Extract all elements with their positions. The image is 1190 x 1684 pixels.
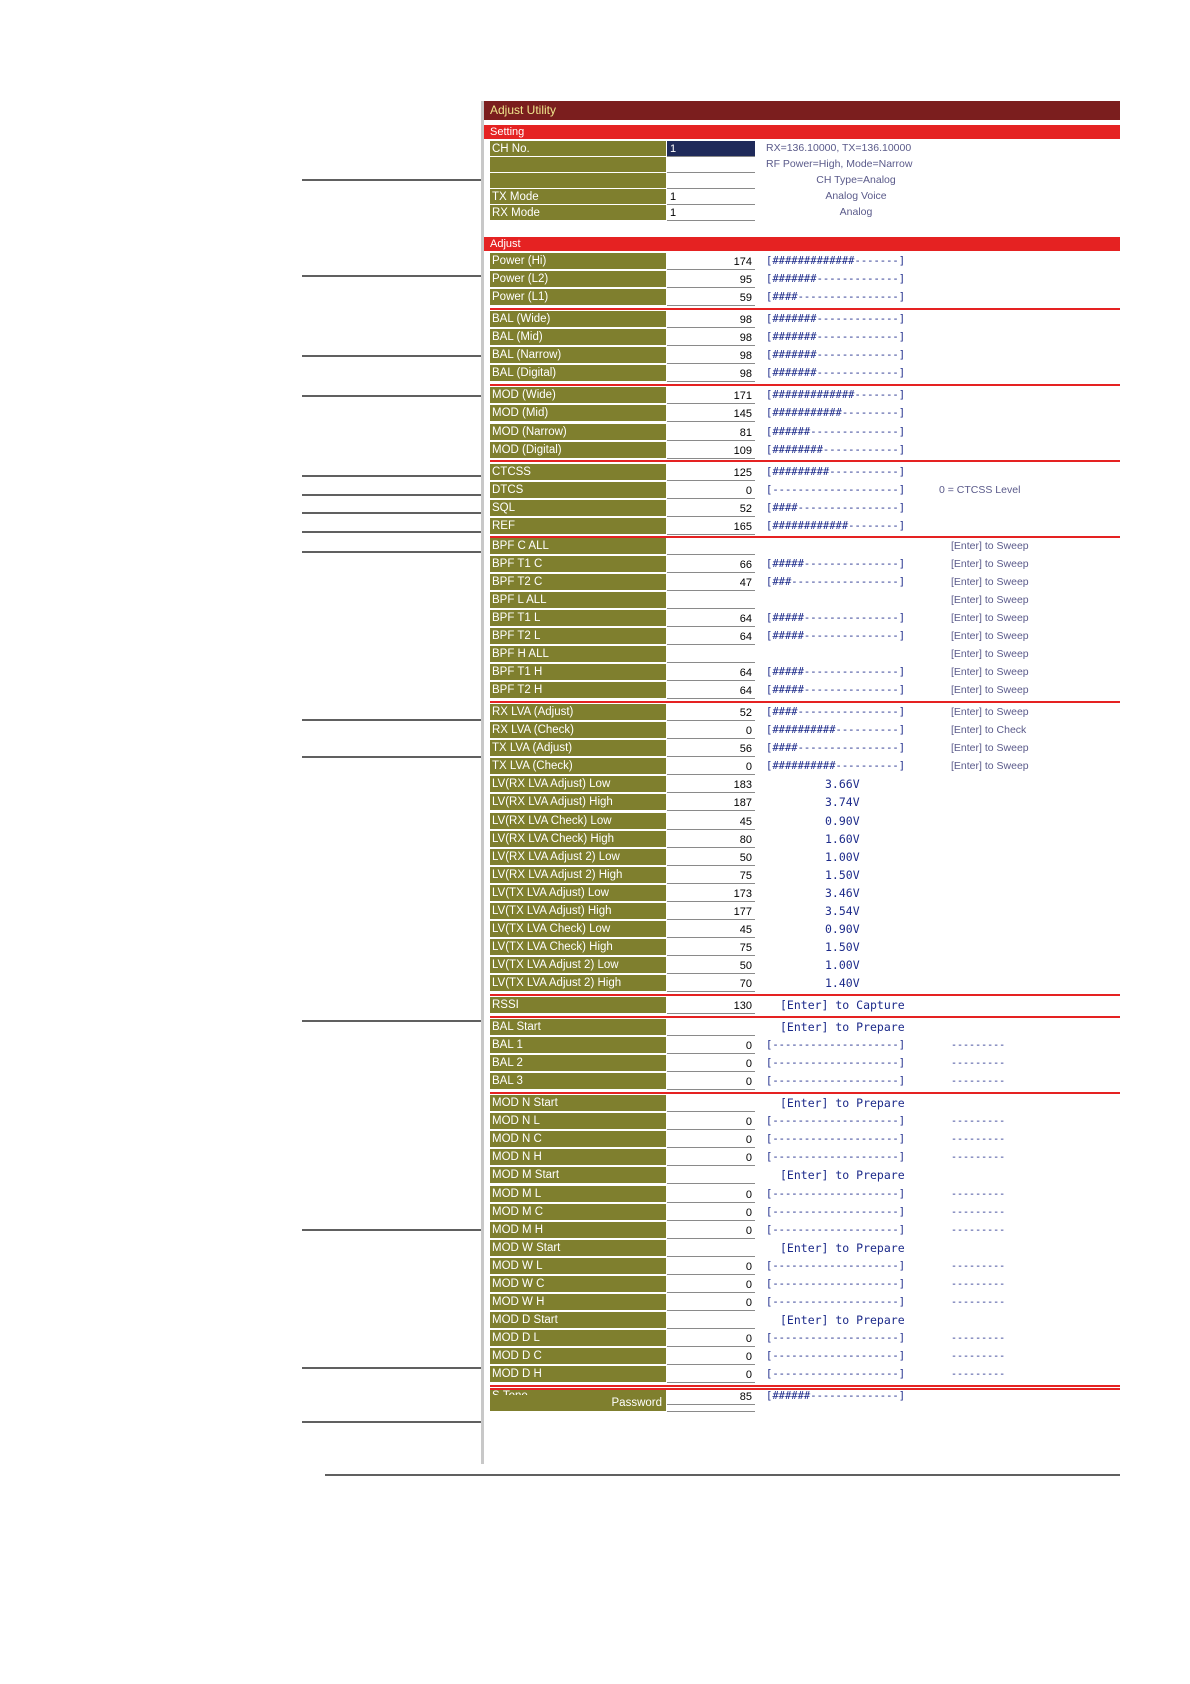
level-bar: [#####---------------] [766, 666, 906, 679]
adjust-value-field[interactable]: 85 [667, 1388, 755, 1405]
adjust-label: MOD (Narrow) [490, 424, 666, 441]
adjust-value-field[interactable]: 0 [667, 1330, 755, 1347]
adjust-label: MOD (Mid) [490, 405, 666, 422]
adjust-value-field[interactable]: 45 [667, 813, 755, 830]
adjust-value-field[interactable]: 98 [667, 311, 755, 328]
adjust-utility-window [481, 101, 1120, 1464]
setting-label: CH No. [490, 141, 666, 157]
result-placeholder: --------- [951, 1278, 1006, 1290]
voltage-readout: 0.90V [825, 813, 860, 828]
adjust-value-field[interactable]: 95 [667, 271, 755, 288]
enter-hint: [Enter] to Sweep [951, 612, 1029, 624]
level-bar: [#######-------------] [766, 313, 906, 326]
section-header-adjust: Adjust [484, 237, 1120, 251]
group-separator [490, 308, 1120, 310]
adjust-value-field[interactable]: 0 [667, 1294, 755, 1311]
adjust-label: BPF T2 H [490, 682, 666, 699]
level-bar: [#######-------------] [766, 349, 906, 362]
level-bar: [#######-------------] [766, 273, 906, 286]
adjust-value-field[interactable]: 64 [667, 664, 755, 681]
section-header-setting: Setting [484, 125, 1120, 139]
adjust-label: LV(RX LVA Adjust) Low [490, 776, 666, 793]
level-bar: [#############-------] [766, 255, 906, 267]
adjust-value-field[interactable]: 177 [667, 903, 755, 920]
setting-info-text: RF Power=High, Mode=Narrow [766, 158, 913, 170]
adjust-label: MOD W H [490, 1294, 666, 1311]
setting-value-field[interactable] [667, 173, 755, 189]
level-bar: [--------------------] [766, 1151, 906, 1164]
adjust-value-field[interactable]: 0 [667, 1149, 755, 1166]
adjust-label: MOD M H [490, 1222, 666, 1239]
adjust-value-field[interactable]: 125 [667, 464, 755, 481]
enter-hint: [Enter] to Sweep [951, 575, 1029, 588]
voltage-readout: 3.54V [825, 903, 860, 918]
adjust-value-field[interactable]: 64 [667, 682, 755, 699]
setting-label: TX Mode [490, 189, 666, 205]
adjust-label: RX LVA (Adjust) [490, 704, 666, 721]
adjust-value-field[interactable]: 130 [667, 997, 755, 1014]
setting-info-text: RX=136.10000, TX=136.10000 [766, 142, 912, 154]
adjust-value-field[interactable] [667, 1167, 755, 1184]
adjust-value-field[interactable] [667, 1095, 755, 1112]
level-bar: [--------------------] [766, 1277, 906, 1290]
adjust-label: LV(RX LVA Adjust 2) High [490, 867, 666, 884]
adjust-label: BPF T2 L [490, 628, 666, 645]
level-bar: [--------------------] [766, 1295, 906, 1308]
setting-label [490, 173, 666, 189]
adjust-value-field[interactable]: 75 [667, 867, 755, 884]
password-separator [490, 1388, 1120, 1390]
group-separator [490, 384, 1120, 386]
level-bar: [############--------] [766, 519, 906, 532]
password-input[interactable] [667, 1395, 755, 1412]
adjust-label: BPF H ALL [490, 646, 666, 663]
voltage-readout: 1.00V [825, 957, 860, 972]
enter-hint: [Enter] to Prepare [780, 1096, 905, 1111]
adjust-label: LV(TX LVA Adjust 2) Low [490, 957, 666, 974]
group-separator [490, 994, 1120, 996]
adjust-value-field[interactable]: 66 [667, 556, 755, 573]
adjust-value-field[interactable]: 64 [667, 610, 755, 627]
adjust-value-field[interactable]: 59 [667, 289, 755, 306]
window-title: Adjust Utility [484, 101, 1120, 120]
group-separator [490, 1092, 1120, 1094]
result-placeholder: --------- [951, 1116, 1006, 1128]
adjust-label: MOD (Digital) [490, 442, 666, 459]
adjust-value-field[interactable]: 0 [667, 1258, 755, 1275]
level-bar: [#####---------------] [766, 684, 906, 697]
adjust-value-field[interactable] [667, 1019, 755, 1036]
voltage-readout: 3.66V [825, 777, 860, 792]
level-bar: [--------------------] [766, 1368, 906, 1380]
voltage-readout: 1.60V [825, 831, 860, 846]
adjust-label: Power (L2) [490, 271, 666, 288]
level-bar: [##########----------] [766, 760, 906, 773]
enter-hint: [Enter] to Sweep [951, 557, 1029, 570]
adjust-value-field[interactable]: 145 [667, 405, 755, 422]
adjust-label: MOD M Start [490, 1167, 666, 1184]
adjust-label: RSSI [490, 997, 666, 1014]
enter-hint: [Enter] to Sweep [951, 630, 1029, 642]
enter-hint: [Enter] to Sweep [951, 539, 1029, 552]
result-placeholder: --------- [951, 1206, 1006, 1218]
adjust-label: MOD D L [490, 1330, 666, 1347]
adjust-value-field[interactable]: 0 [667, 1073, 755, 1090]
adjust-label: LV(TX LVA Adjust) High [490, 903, 666, 920]
setting-value-field[interactable] [667, 157, 755, 173]
adjust-value-field[interactable]: 173 [667, 885, 755, 902]
adjust-label: TX LVA (Check) [490, 758, 666, 775]
adjust-label: Power (L1) [490, 289, 666, 306]
result-placeholder: --------- [951, 1296, 1006, 1308]
setting-info-text: Analog Voice [825, 190, 887, 202]
adjust-value-field[interactable]: 0 [667, 1186, 755, 1203]
adjust-value-field[interactable]: 187 [667, 794, 755, 811]
level-bar: [--------------------] [766, 1057, 906, 1070]
setting-info-text: CH Type=Analog [816, 174, 896, 186]
adjust-label: CTCSS [490, 464, 666, 481]
adjust-value-field[interactable]: 0 [667, 1366, 755, 1383]
adjust-label: MOD M L [490, 1186, 666, 1203]
result-placeholder: --------- [951, 1040, 1006, 1052]
level-bar: [--------------------] [766, 1223, 906, 1236]
adjust-label: REF [490, 518, 666, 535]
result-placeholder: --------- [951, 1260, 1006, 1272]
level-bar: [###-----------------] [766, 575, 906, 588]
level-bar: [#####---------------] [766, 557, 906, 570]
setting-value-field[interactable]: 1 [667, 141, 755, 157]
setting-label [490, 157, 666, 173]
adjust-value-field[interactable]: 70 [667, 975, 755, 992]
level-bar: [########------------] [766, 443, 906, 456]
adjust-value-field[interactable] [667, 1312, 755, 1329]
level-bar: [#############-------] [766, 389, 906, 402]
adjust-value-field[interactable]: 0 [667, 1222, 755, 1239]
adjust-label: LV(TX LVA Adjust 2) High [490, 975, 666, 992]
adjust-value-field[interactable]: 0 [667, 1276, 755, 1293]
adjust-label: LV(RX LVA Check) Low [490, 813, 666, 830]
adjust-label: MOD D C [490, 1348, 666, 1365]
adjust-label: MOD D H [490, 1366, 666, 1383]
adjust-value-field[interactable]: 50 [667, 957, 755, 974]
adjust-label: BPF T1 C [490, 556, 666, 573]
voltage-readout: 0.90V [825, 921, 860, 936]
adjust-label: BPF L ALL [490, 592, 666, 609]
setting-label: RX Mode [490, 205, 666, 221]
adjust-label: MOD N H [490, 1149, 666, 1166]
setting-value-field[interactable]: 1 [667, 205, 755, 221]
voltage-readout: 3.74V [825, 795, 860, 810]
password-label: Password [490, 1395, 666, 1411]
enter-hint: [Enter] to Prepare [780, 1168, 905, 1183]
adjust-label: RX LVA (Check) [490, 722, 666, 739]
adjust-value-field[interactable]: 174 [667, 253, 755, 270]
group-separator [490, 701, 1120, 703]
level-bar: [###########---------] [766, 407, 906, 420]
level-bar: [--------------------] [766, 1331, 906, 1344]
adjust-label: MOD D Start [490, 1312, 666, 1329]
adjust-label: BAL (Mid) [490, 329, 666, 346]
enter-hint: [Enter] to Sweep [951, 666, 1029, 679]
result-placeholder: --------- [951, 1332, 1006, 1344]
adjust-value-field[interactable] [667, 592, 755, 609]
setting-info-text: Analog [839, 206, 873, 218]
group-separator [490, 1385, 1120, 1387]
adjust-label: LV(RX LVA Adjust) High [490, 794, 666, 811]
setting-value-field[interactable]: 1 [667, 189, 755, 205]
adjust-value-field[interactable]: 80 [667, 831, 755, 848]
level-bar: [--------------------] [766, 1133, 906, 1146]
adjust-label: MOD W C [490, 1276, 666, 1293]
adjust-value-field[interactable]: 0 [667, 482, 755, 499]
voltage-readout: 1.50V [825, 939, 860, 954]
level-bar: [--------------------] [766, 1349, 906, 1362]
adjust-label: MOD N L [490, 1113, 666, 1130]
adjust-label: MOD M C [490, 1204, 666, 1221]
enter-hint: [Enter] to Sweep [951, 648, 1029, 661]
level-bar: [####----------------] [766, 706, 906, 719]
enter-hint: [Enter] to Sweep [951, 706, 1029, 719]
adjust-value-field[interactable]: 98 [667, 347, 755, 364]
level-bar: [#########-----------] [766, 465, 906, 478]
adjust-label: MOD W L [490, 1258, 666, 1275]
adjust-label: LV(TX LVA Adjust) Low [490, 885, 666, 902]
adjust-value-field[interactable]: 0 [667, 1037, 755, 1054]
adjust-label: MOD W Start [490, 1240, 666, 1257]
level-bar: [--------------------] [766, 1259, 906, 1272]
adjust-value-field[interactable]: 56 [667, 740, 755, 757]
voltage-readout: 3.46V [825, 885, 860, 900]
adjust-value-field[interactable]: 98 [667, 329, 755, 346]
enter-hint: [Enter] to Prepare [780, 1312, 905, 1327]
adjust-value-field[interactable]: 109 [667, 442, 755, 459]
adjust-label: Power (Hi) [490, 253, 666, 270]
adjust-value-field[interactable]: 81 [667, 424, 755, 441]
level-bar: [--------------------] [766, 1187, 906, 1200]
adjust-value-field[interactable]: 183 [667, 776, 755, 793]
level-bar: [#######-------------] [766, 367, 906, 380]
level-bar: [--------------------] [766, 483, 906, 496]
adjust-value-field[interactable]: 98 [667, 365, 755, 382]
adjust-value-field[interactable]: 52 [667, 500, 755, 517]
adjust-label: BAL Start [490, 1019, 666, 1036]
adjust-label: BAL 3 [490, 1073, 666, 1090]
adjust-value-field[interactable] [667, 538, 755, 555]
result-placeholder: --------- [951, 1152, 1006, 1164]
adjust-label: LV(TX LVA Check) High [490, 939, 666, 956]
adjust-value-field[interactable]: 52 [667, 704, 755, 721]
adjust-value-field[interactable]: 165 [667, 518, 755, 535]
group-separator [490, 1016, 1120, 1018]
result-placeholder: --------- [951, 1076, 1006, 1088]
adjust-value-field[interactable]: 75 [667, 939, 755, 956]
adjust-label: SQL [490, 500, 666, 517]
adjust-value-field[interactable] [667, 1240, 755, 1257]
level-bar: [####----------------] [766, 742, 906, 755]
enter-hint: [Enter] to Capture [780, 998, 905, 1012]
level-bar: [--------------------] [766, 1115, 906, 1128]
result-placeholder: --------- [951, 1224, 1006, 1236]
group-separator [490, 460, 1120, 462]
adjust-label: MOD N C [490, 1131, 666, 1148]
result-placeholder: --------- [951, 1350, 1006, 1362]
enter-hint: 0 = CTCSS Level [939, 483, 1021, 496]
level-bar: [####----------------] [766, 291, 906, 304]
adjust-label: MOD (Wide) [490, 387, 666, 404]
enter-hint: [Enter] to Prepare [780, 1020, 905, 1034]
result-placeholder: --------- [951, 1188, 1006, 1200]
adjust-value-field[interactable]: 45 [667, 921, 755, 938]
adjust-label: BPF T2 C [490, 574, 666, 591]
adjust-value-field[interactable]: 0 [667, 1348, 755, 1365]
enter-hint: [Enter] to Sweep [951, 684, 1029, 697]
adjust-value-field[interactable] [667, 646, 755, 663]
adjust-label: LV(RX LVA Check) High [490, 831, 666, 848]
adjust-label: BAL (Digital) [490, 365, 666, 382]
enter-hint: [Enter] to Prepare [780, 1240, 905, 1255]
adjust-value-field[interactable]: 0 [667, 1204, 755, 1221]
adjust-value-field[interactable]: 0 [667, 758, 755, 775]
voltage-readout: 1.50V [825, 867, 860, 882]
level-bar: [#####---------------] [766, 630, 906, 642]
level-bar: [####----------------] [766, 501, 906, 514]
level-bar: [#######-------------] [766, 331, 906, 344]
level-bar: [#####---------------] [766, 612, 906, 624]
adjust-value-field[interactable]: 171 [667, 387, 755, 404]
adjust-value-field[interactable]: 0 [667, 1113, 755, 1130]
adjust-value-field[interactable]: 0 [667, 1131, 755, 1148]
adjust-label: MOD N Start [490, 1095, 666, 1112]
adjust-value-field[interactable]: 0 [667, 1055, 755, 1072]
enter-hint: [Enter] to Sweep [951, 593, 1029, 606]
level-bar: [######--------------] [766, 425, 906, 438]
adjust-label: BAL 1 [490, 1037, 666, 1054]
level-bar: [--------------------] [766, 1075, 906, 1088]
adjust-value-field[interactable]: 64 [667, 628, 755, 645]
enter-hint: [Enter] to Sweep [951, 742, 1029, 755]
adjust-label: BAL (Wide) [490, 311, 666, 328]
adjust-value-field[interactable]: 47 [667, 574, 755, 591]
adjust-label: LV(RX LVA Adjust 2) Low [490, 849, 666, 866]
adjust-label: TX LVA (Adjust) [490, 740, 666, 757]
adjust-label: BPF T1 L [490, 610, 666, 627]
enter-hint: [Enter] to Sweep [951, 760, 1029, 773]
adjust-label: BPF T1 H [490, 664, 666, 681]
result-placeholder: --------- [951, 1134, 1006, 1146]
voltage-readout: 1.00V [825, 849, 860, 864]
adjust-label: LV(TX LVA Check) Low [490, 921, 666, 938]
adjust-label: BPF C ALL [490, 538, 666, 555]
result-placeholder: --------- [951, 1369, 1006, 1380]
adjust-value-field[interactable]: 0 [667, 722, 755, 739]
voltage-readout: 1.40V [825, 975, 860, 990]
adjust-label: BAL (Narrow) [490, 347, 666, 364]
adjust-label: DTCS [490, 482, 666, 499]
result-placeholder: --------- [951, 1058, 1006, 1070]
level-bar: [--------------------] [766, 1039, 906, 1052]
enter-hint: [Enter] to Check [951, 724, 1027, 737]
level-bar: [######--------------] [766, 1390, 906, 1402]
adjust-value-field[interactable]: 50 [667, 849, 755, 866]
level-bar: [##########----------] [766, 724, 906, 737]
level-bar: [--------------------] [766, 1205, 906, 1218]
adjust-label: BAL 2 [490, 1055, 666, 1072]
